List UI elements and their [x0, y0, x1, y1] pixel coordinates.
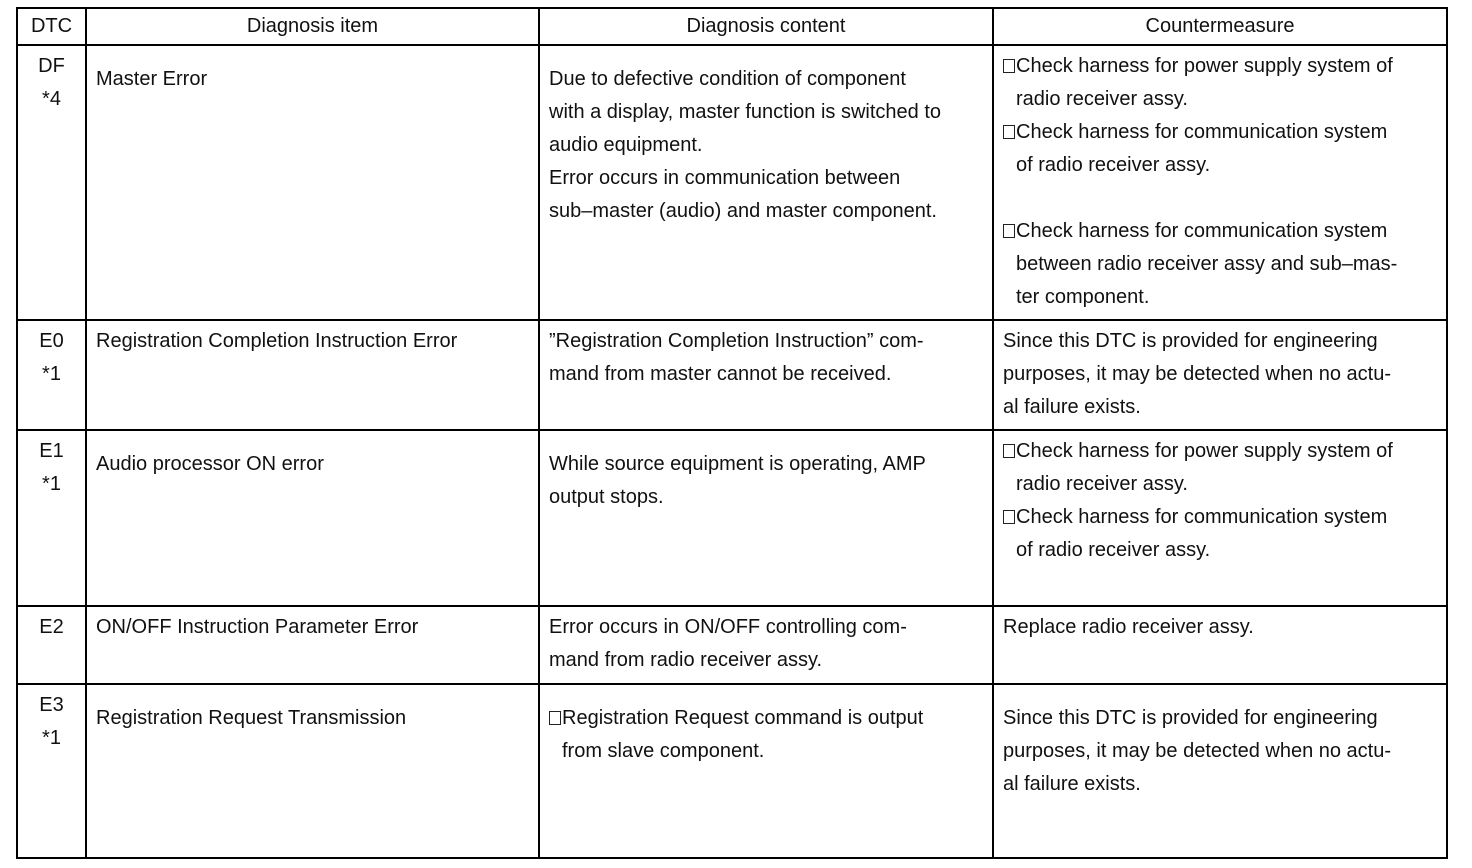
content-line: audio equipment. — [549, 134, 703, 156]
table-row — [17, 45, 1447, 320]
dtc-code: E1 — [39, 440, 64, 462]
countermeasure-bullet: Check harness for communication system of radio receiver assy. — [1003, 501, 1438, 567]
dtc-cell — [17, 430, 86, 606]
content-line: mand from master cannot be received. — [549, 363, 892, 385]
table-row — [17, 606, 1447, 684]
dtc-note: *1 — [42, 473, 61, 495]
diagnosis-item-cell — [86, 606, 539, 684]
checkbox-bullet-icon — [1003, 59, 1015, 73]
countermeasure-cell — [993, 684, 1447, 858]
diagnosis-item: Audio processor ON error — [96, 453, 324, 475]
content-line: mand from radio receiver assy. — [549, 649, 823, 671]
diagnosis-content-cell — [539, 430, 993, 606]
countermeasure-line: purposes, it may be detected when no actu- — [1003, 740, 1392, 762]
diagnosis-table — [16, 7, 1448, 859]
dtc-code: E3 — [39, 694, 64, 716]
content-line: Error occurs in communication between — [549, 167, 901, 189]
dtc-note: *1 — [42, 363, 61, 385]
header-countermeasure: Countermeasure — [993, 8, 1447, 45]
countermeasure-line: Since this DTC is provided for engineering — [1003, 707, 1378, 729]
table-row — [17, 684, 1447, 858]
content-bullet: Registration Request command is output from slave component. — [549, 702, 984, 768]
diagnosis-item-cell — [86, 320, 539, 430]
dtc-cell — [17, 606, 86, 684]
checkbox-bullet-icon — [1003, 444, 1015, 458]
diagnosis-item-cell — [86, 430, 539, 606]
dtc-code: E2 — [39, 616, 64, 638]
dtc-cell — [17, 320, 86, 430]
countermeasure-bullet: Check harness for communication system between radio receiver assy and sub–mas- ter component. — [1003, 215, 1438, 314]
dtc-code: E0 — [39, 330, 64, 352]
dtc-cell — [17, 684, 86, 858]
countermeasure-bullet: Check harness for power supply system of radio receiver assy. — [1003, 435, 1438, 501]
countermeasure-cell — [993, 320, 1447, 430]
checkbox-bullet-icon — [1003, 510, 1015, 524]
diagnosis-content-cell — [539, 606, 993, 684]
table-row — [17, 320, 1447, 430]
checkbox-bullet-icon — [1003, 125, 1015, 139]
header-diagnosis-item: Diagnosis item — [86, 8, 539, 45]
table-row — [17, 430, 1447, 606]
header-row — [17, 8, 1447, 45]
header-diagnosis-content: Diagnosis content — [539, 8, 993, 45]
diagnosis-item: Registration Request Transmission — [96, 707, 407, 729]
content-line: output stops. — [549, 486, 664, 508]
header-dtc: DTC — [17, 8, 86, 45]
diagnosis-item-cell — [86, 684, 539, 858]
checkbox-bullet-icon — [549, 711, 561, 725]
countermeasure-bullet: Check harness for power supply system of radio receiver assy. — [1003, 50, 1438, 116]
diagnosis-item: ON/OFF Instruction Parameter Error — [96, 616, 419, 638]
diagnosis-item: Master Error — [96, 68, 208, 90]
content-line: ”Registration Completion Instruction” com- — [549, 330, 924, 352]
countermeasure-line: purposes, it may be detected when no actu- — [1003, 363, 1392, 385]
dtc-note: *4 — [42, 88, 61, 110]
countermeasure-line: Replace radio receiver assy. — [1003, 616, 1254, 638]
countermeasure-bullet: Check harness for communication system of radio receiver assy. — [1003, 116, 1438, 182]
dtc-cell — [17, 45, 86, 320]
dtc-code: DF — [38, 55, 65, 77]
content-line: While source equipment is operating, AMP — [549, 453, 926, 475]
countermeasure-cell — [993, 606, 1447, 684]
diagnosis-item: Registration Completion Instruction Error — [96, 330, 458, 352]
content-line: sub–master (audio) and master component. — [549, 200, 937, 222]
countermeasure-cell — [993, 45, 1447, 320]
content-line: Error occurs in ON/OFF controlling com- — [549, 616, 907, 638]
content-line: with a display, master function is switched to — [549, 101, 942, 123]
checkbox-bullet-icon — [1003, 224, 1015, 238]
diagnosis-content-cell — [539, 45, 993, 320]
dtc-note: *1 — [42, 727, 61, 749]
diagnosis-item-cell — [86, 45, 539, 320]
countermeasure-cell — [993, 430, 1447, 606]
content-line: Due to defective condition of component — [549, 68, 906, 90]
diagnosis-content-cell — [539, 320, 993, 430]
diagnosis-content-cell — [539, 684, 993, 858]
countermeasure-line: Since this DTC is provided for engineering — [1003, 330, 1378, 352]
countermeasure-line: al failure exists. — [1003, 773, 1141, 795]
countermeasure-line: al failure exists. — [1003, 396, 1141, 418]
